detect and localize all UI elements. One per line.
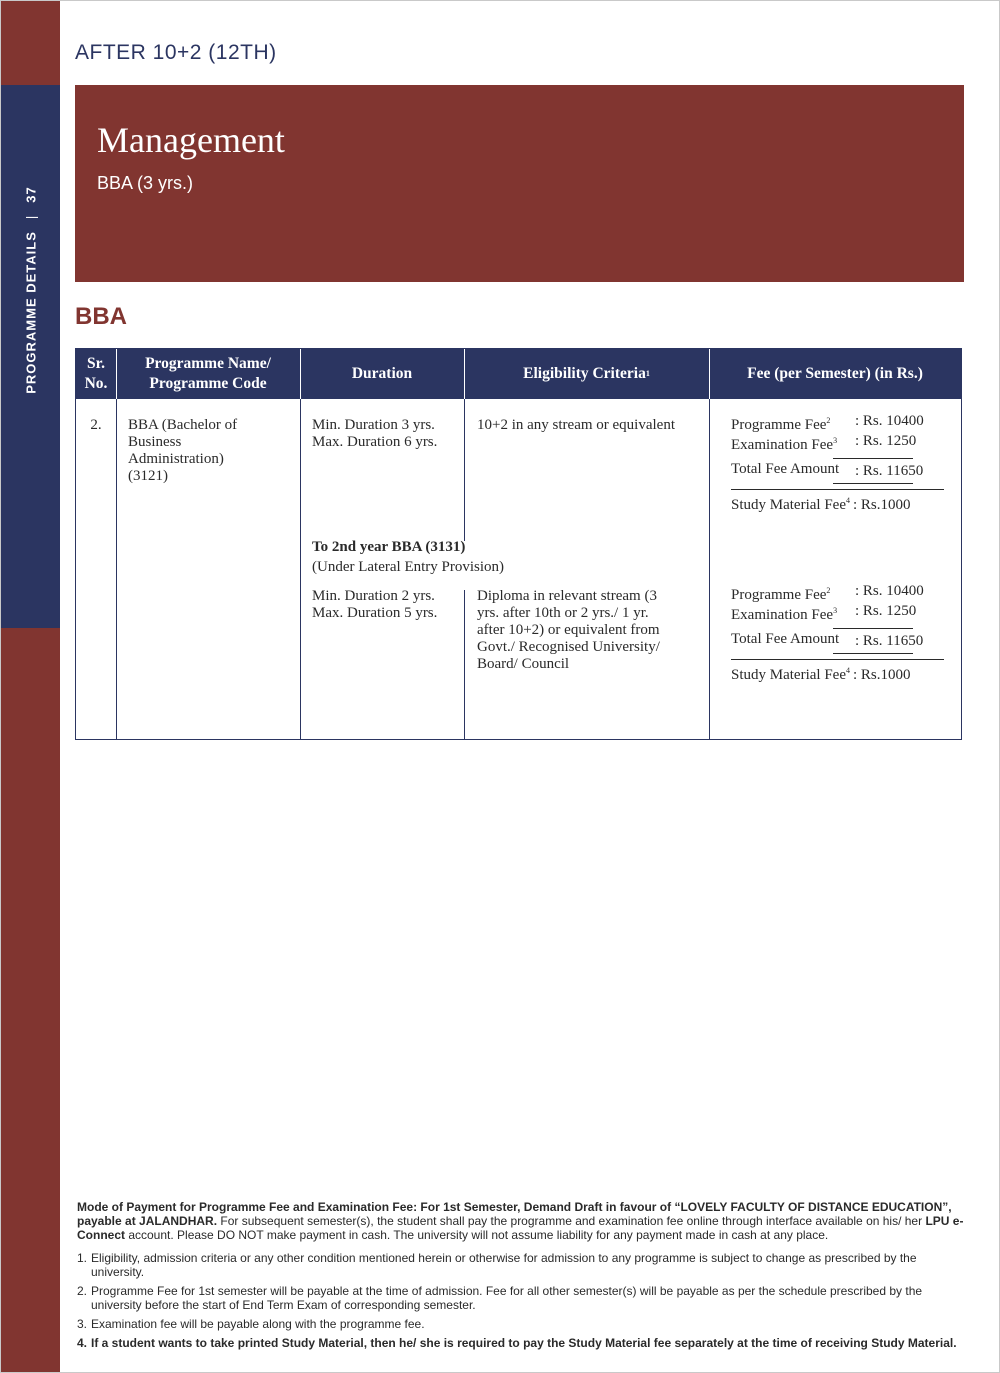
footnote-number: 4. [77, 1336, 88, 1350]
programme-fee-value: : Rs. 10400 [855, 413, 924, 429]
header-eligibility-label: Eligibility Criteria [523, 365, 646, 382]
row-eligibility: 10+2 in any stream or equivalent [477, 417, 675, 433]
eligibility-line: yrs. after 10th or 2 yrs./ 1 yr. [477, 605, 649, 621]
min-duration: Min. Duration 3 yrs. [312, 417, 435, 433]
study-material-fee-label: Study Material Fee [731, 667, 846, 683]
footnote-item [77, 1284, 967, 1312]
exam-fee-value: : Rs. 1250 [855, 603, 917, 619]
row-sr-no: 2. [90, 417, 102, 433]
sidebar-section-label: PROGRAMME DETAILS [23, 231, 39, 394]
header-divider [709, 349, 710, 399]
banner-title: Management [97, 120, 285, 160]
sidebar-separator: | [23, 214, 39, 220]
footnote-ref: 2 [826, 586, 831, 595]
exam-fee-label: Examination Fee [731, 437, 834, 453]
section-title: BBA [75, 303, 127, 330]
footnote-text: Examination fee will be payable along with the programme fee. [91, 1317, 425, 1331]
header-eligibility [464, 349, 709, 399]
footnote-ref: 4 [845, 666, 850, 675]
footnote-ref: 3 [833, 436, 838, 445]
banner [75, 85, 964, 282]
notes-section [77, 1200, 967, 1350]
header-duration: Duration [351, 365, 413, 382]
footnote-ref: 2 [826, 416, 831, 425]
header-sr-no [76, 349, 116, 399]
lateral-duration [312, 588, 437, 622]
page-heading: AFTER 10+2 (12TH) [75, 41, 277, 64]
programme-fee-value: : Rs. 10400 [855, 583, 924, 599]
footnote-ref: 3 [833, 606, 838, 615]
total-fee-value: : Rs. 11650 [855, 463, 924, 479]
fee-separator [731, 489, 944, 490]
footnote-item [77, 1336, 967, 1350]
row-fee-block [709, 411, 961, 521]
column-divider [464, 590, 465, 739]
exam-fee-value: : Rs. 1250 [855, 433, 917, 449]
lateral-fee-block [709, 581, 961, 691]
sidebar-label [24, 186, 39, 394]
programme-fee-label: Programme Fee [731, 587, 827, 603]
exam-fee-label: Examination Fee [731, 607, 834, 623]
footnote-ref: 4 [845, 496, 850, 505]
eligibility-line: Board/ Council [477, 656, 570, 672]
lateral-eligibility [477, 588, 702, 673]
header-divider [464, 349, 465, 399]
row-duration [312, 417, 437, 451]
column-divider [300, 349, 301, 739]
study-material-fee-value: : Rs.1000 [852, 497, 911, 513]
header-fee: Fee (per Semester) (in Rs.) [747, 365, 923, 382]
fee-separator [731, 659, 944, 660]
programme-name-line: Business [128, 434, 182, 450]
footnote-item [77, 1251, 967, 1279]
programme-table [75, 348, 962, 740]
sidebar-bottom-strip [1, 628, 60, 1372]
header-programme-name [116, 349, 300, 399]
study-material-fee-label: Study Material Fee [731, 497, 846, 513]
banner-subtitle: BBA (3 yrs.) [97, 173, 194, 193]
column-divider [464, 399, 465, 541]
max-duration: Max. Duration 5 yrs. [312, 605, 438, 621]
total-fee-label: Total Fee Amount [731, 461, 840, 477]
total-fee-value: : Rs. 11650 [855, 633, 924, 649]
header-sr-line1: Sr. [87, 355, 105, 372]
table-header [76, 349, 961, 399]
eligibility-line: Govt./ Recognised University/ [477, 639, 660, 655]
footnote-number: 1. [77, 1251, 88, 1265]
payment-mode-text: For subsequent semester(s), the student shall pay the programme and examination fee online through interface available on his/ her [217, 1214, 926, 1228]
page-number: 37 [23, 186, 39, 203]
footnote-item [77, 1317, 967, 1331]
footnote-number: 3. [77, 1317, 88, 1331]
payment-mode-note [77, 1200, 967, 1242]
header-name-line1: Programme Name/ [145, 355, 271, 372]
max-duration: Max. Duration 6 yrs. [312, 434, 438, 450]
programme-name-line: Administration) [128, 451, 224, 467]
row-programme-name [128, 417, 296, 485]
payment-mode-portal: LPU e-Connect [77, 1214, 964, 1242]
eligibility-line: Diploma in relevant stream (3 [477, 588, 657, 604]
programme-fee-label: Programme Fee [731, 417, 827, 433]
footnote-text: Eligibility, admission criteria or any other condition mentioned herein or otherwise for admission to any programme is subject to change as prescribed by the university. [91, 1251, 917, 1279]
header-divider [300, 349, 301, 399]
header-sr-line2: No. [84, 375, 108, 392]
header-eligibility-sup: 1 [645, 369, 650, 378]
footnote-number: 2. [77, 1284, 88, 1298]
payment-mode-bold: Mode of Payment for Programme Fee and Examination Fee: For 1st Semester, Demand Draft in favour of “LOVELY FACULTY OF DISTANCE EDUCATION”, payable at JALANDHAR. [77, 1200, 952, 1228]
study-material-fee-value: : Rs.1000 [852, 667, 911, 683]
total-fee-label: Total Fee Amount [731, 631, 840, 647]
header-divider [116, 349, 117, 399]
min-duration: Min. Duration 2 yrs. [312, 588, 435, 604]
column-divider [116, 349, 117, 739]
programme-code: (3121) [128, 468, 168, 484]
lateral-title: To 2nd year BBA (3131) [312, 539, 466, 555]
footnote-text: Programme Fee for 1st semester will be payable at the time of admission. Fee for all other semester(s) will be payable as per the schedule prescribed by the university before the start of End Term Exam of corresponding semester. [91, 1284, 923, 1312]
sidebar-top-strip [1, 1, 60, 85]
footnote-text: If a student wants to take printed Study Material, then he/ she is required to pay the Study Material fee separately at the time of receiving Study Material. [91, 1336, 957, 1350]
payment-mode-text: account. Please DO NOT make payment in cash. The university will not assume liability for any payment made in cash at any place. [125, 1228, 829, 1242]
programme-name-line: BBA (Bachelor of [128, 417, 238, 433]
header-name-line2: Programme Code [149, 375, 267, 392]
lateral-subtitle: (Under Lateral Entry Provision) [312, 559, 505, 575]
eligibility-line: after 10+2) or equivalent from [477, 622, 660, 638]
